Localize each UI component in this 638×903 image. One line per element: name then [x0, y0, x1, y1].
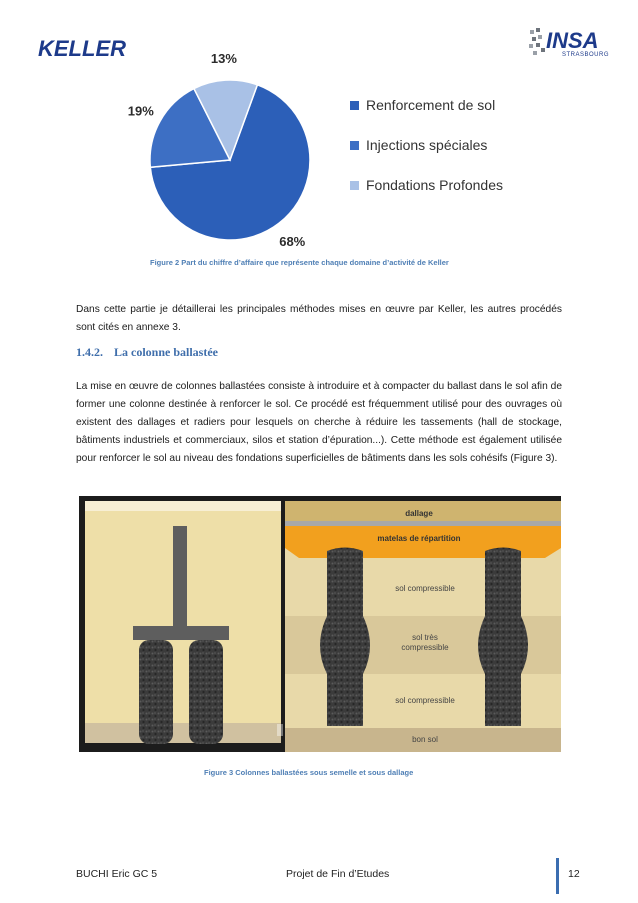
label-sol-tres-compressible-2: compressible	[401, 643, 449, 652]
footer-author: BUCHI Eric GC 5	[76, 868, 158, 880]
footer-divider	[556, 858, 559, 894]
legend-label-1: Renforcement de sol	[366, 97, 496, 113]
pie-chart	[110, 51, 530, 252]
stone-column-right-2	[478, 548, 528, 727]
label-sol-compressible-bottom: sol compressible	[395, 696, 455, 705]
section-number: 1.4.2.	[76, 345, 103, 359]
label-sol-compressible-top: sol compressible	[395, 584, 455, 593]
figure-3-caption: Figure 3 Colonnes ballastées sous semelle et sous dallage	[204, 768, 414, 777]
stone-column-right-1	[320, 548, 370, 727]
label-dallage: dallage	[405, 509, 433, 518]
figure-2-caption: Figure 2 Part du chiffre d’affaire que représente chaque domaine d’activité de Keller	[150, 258, 449, 267]
pie-data-label-3: 13%	[210, 51, 237, 67]
legend-swatch-3	[350, 181, 359, 190]
pie-slices	[150, 80, 310, 240]
stone-column-left-1	[139, 640, 173, 744]
pie-data-label-2: 19%	[127, 103, 154, 119]
pie-data-label-1: 68%	[279, 233, 306, 249]
insa-logo-dots-icon	[528, 26, 548, 60]
label-matelas: matelas de répartition	[377, 534, 461, 543]
footer-project: Projet de Fin d’Etudes	[286, 868, 390, 880]
columns-figure	[79, 496, 561, 752]
body-paragraph: La mise en œuvre de colonnes ballastées consiste à introduire et à compacter du ballast dans le sol afin de former une colonne destinée à renforcer le sol. Ce procédé est fréquemment utilisé pour des ouvrages où existent des dallages et radiers pour lesquels on cherche à réduire les tassements (hall de stockage, bâtiments industriels et commerciaux, silos et station d’épuration...). Cette méthode est également utilisée pour renforcer le sol au niveau des fondations superficielles de bâtiments dans les sols cohésifs (Figure 3).	[76, 381, 562, 464]
label-sol-tres-compressible-1: sol très	[412, 633, 438, 642]
section-heading	[76, 345, 218, 360]
keller-logo	[38, 30, 126, 64]
insa-logo-subtext: STRASBOURG	[562, 52, 610, 58]
left-panel-semelle	[85, 501, 283, 744]
stone-column-left-2	[189, 640, 223, 744]
legend-label-3: Fondations Profondes	[366, 177, 503, 193]
legend-swatch-1	[350, 101, 359, 110]
pie-legend	[350, 97, 503, 193]
legend-swatch-2	[350, 141, 359, 150]
intro-paragraph: Dans cette partie je détaillerai les principales méthodes mises en œuvre par Keller, les autres procédés sont cités en annexe 3.	[76, 304, 562, 333]
insa-logo-text: INSA	[546, 28, 599, 53]
keller-logo-text: KELLER	[38, 36, 126, 61]
footer-page-number: 12	[568, 868, 580, 880]
footing-column	[173, 526, 187, 631]
section-title: La colonne ballastée	[114, 345, 218, 359]
footing-slab	[133, 626, 229, 640]
legend-label-2: Injections spéciales	[366, 137, 488, 153]
insa-logo	[528, 22, 610, 64]
label-bon-sol: bon sol	[412, 735, 438, 744]
